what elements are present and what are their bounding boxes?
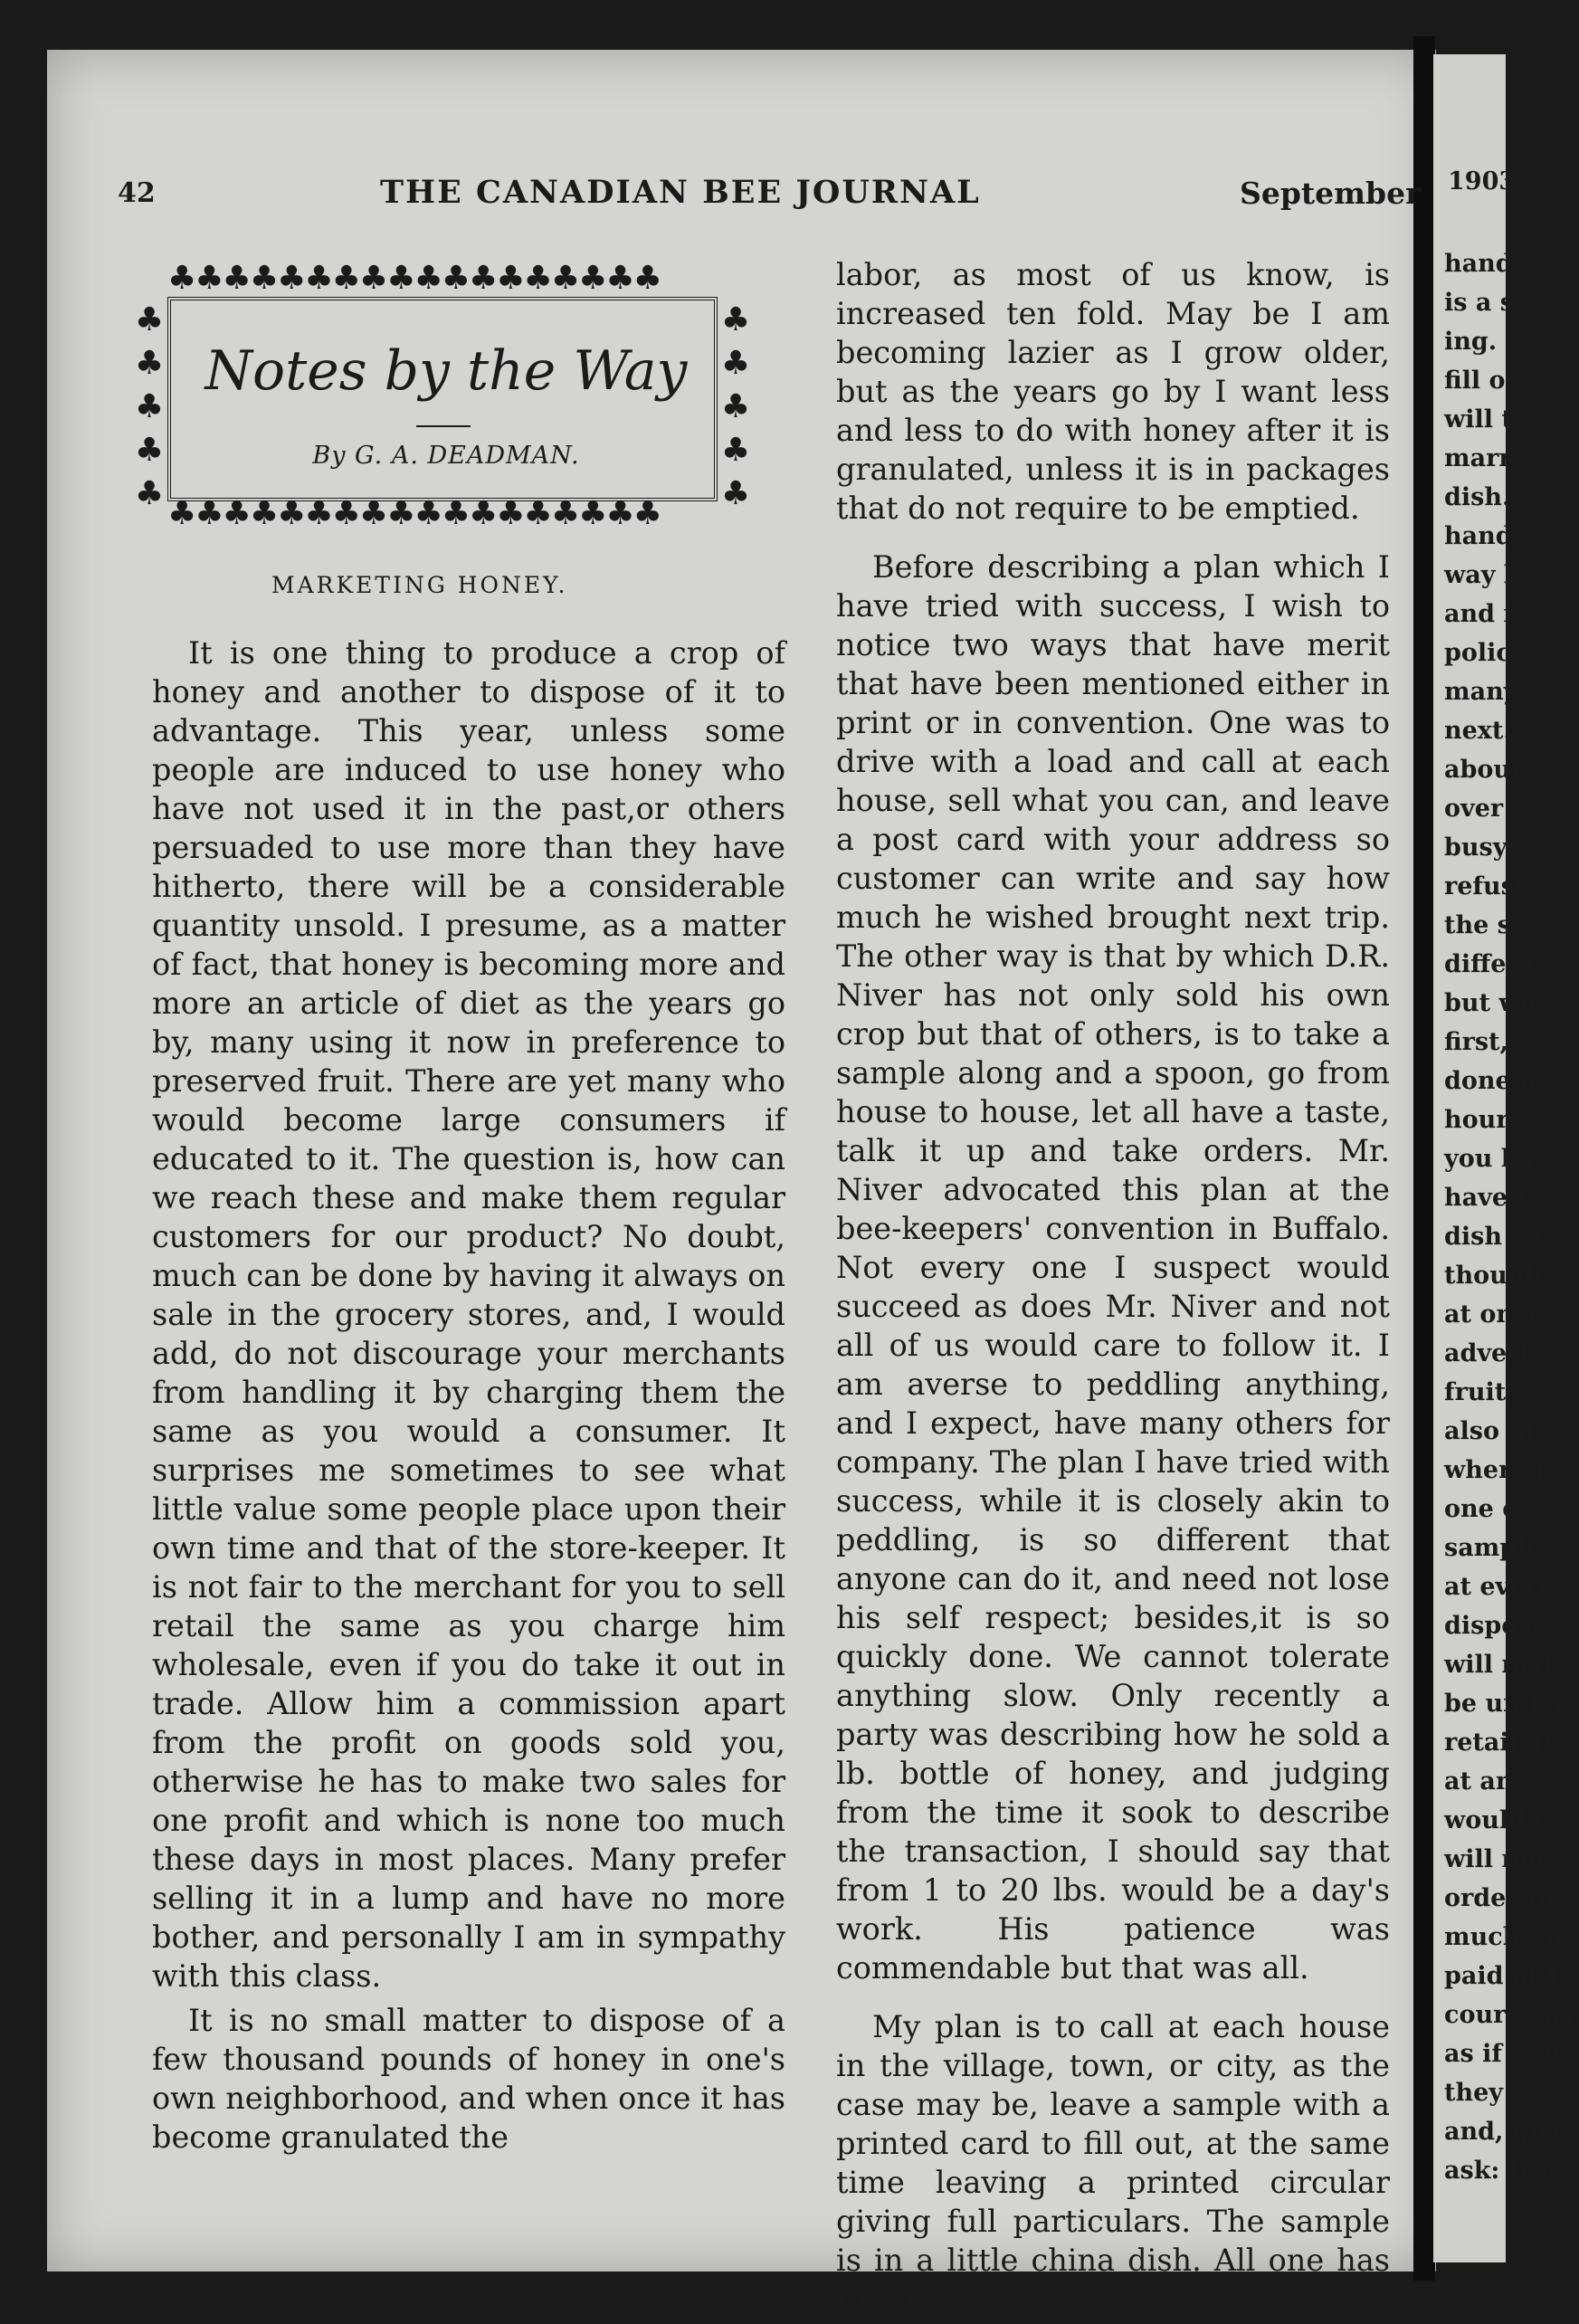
next-page-year: 1903 [1448, 167, 1517, 195]
next-page-line: marr [1444, 444, 1512, 472]
paragraph: It is one thing to produce a crop of honey and another to dispose of it to advantage. This year, unless some people are induced to use honey who have not used it in the past,or others persuaded to use more than they have hitherto, there will be a considerable quantity unsold. I presume, as a matter of fact, that honey is becoming more and more an article of diet as the years go by, many using it now in preference to preserved fruit. There are yet many who would become large consumers if educated to it. The question is, how can we reach these and make them regular customers for our product? No doubt, much can be done by having it always on sale in the grocery stores, and, I would add, do not discourage your merchants from handling it by charging them the same as you would a consumer. It surprises me sometimes to see what little value some people place upon their own time and that of the store-keeper. It is not fair to the merchant for you to sell retail the same as you charge him wholesale, even if you do take it out in trade. Allow him a commission apart from the profit on goods sold you, otherwise he has to make two sales for one profit and which is none too much these days in most places. Many prefer selling it in a lump and have no more bother, and personally I am in sympathy with this class. [152, 635, 785, 1994]
page-header [118, 172, 1422, 217]
paragraph: labor, as most of us know, is increased ten fold. May be I am becoming lazier as I grow older, but as the years go by I want less and less to do with honey after it is granulated, unless it is in packages that do not require to be emptied. [836, 257, 1390, 526]
journal-title: THE CANADIAN BEE JOURNAL [380, 174, 981, 211]
next-page-line: retail at [1444, 1729, 1555, 1757]
clover-border-top: ♣♣♣♣♣♣♣♣♣♣♣♣♣♣♣♣♣♣ [167, 260, 661, 297]
next-page-line: refuse [1444, 872, 1531, 900]
next-page-line: ask: It is [1444, 2157, 1563, 2185]
next-page-line: next. [1444, 717, 1512, 745]
clover-border-left: ♣ ♣ ♣ ♣ ♣ [134, 301, 165, 512]
next-page-line: many [1444, 678, 1518, 706]
next-page-line: at an a [1444, 1767, 1538, 1795]
next-page-line: the se [1444, 911, 1527, 939]
next-page-line: about [1444, 756, 1523, 784]
column-right [836, 255, 1390, 2319]
title-rule [416, 425, 471, 427]
section-heading: MARKETING HONEY. [271, 572, 568, 598]
next-page-line: way b [1444, 561, 1521, 589]
next-page-line: and it [1444, 600, 1525, 628]
next-page-line: hand [1444, 522, 1513, 550]
column-banner [131, 253, 756, 543]
next-page-line: as if boug [1444, 2040, 1579, 2068]
next-page-line: advertis [1444, 1339, 1555, 1367]
next-page-line: policy [1444, 639, 1526, 667]
next-page-line: order to [1444, 1884, 1555, 1912]
next-page-line: have to [1444, 1184, 1544, 1212]
next-page-line: hand [1444, 250, 1513, 278]
binding-gutter [1413, 36, 1435, 2281]
next-page-line: but wo [1444, 989, 1536, 1017]
next-page-line: at once [1444, 1300, 1545, 1329]
next-page-line: fill o [1444, 367, 1506, 395]
next-page-line: paid at t [1444, 1962, 1559, 1990]
issue-month: September [1240, 176, 1422, 211]
next-page-line: first, w [1444, 1028, 1538, 1056]
author-byline: By G. A. DEADMAN. [312, 442, 580, 470]
next-page-line: differa [1444, 950, 1536, 978]
next-page-fragments [1444, 244, 1579, 2190]
next-page-line: where t [1444, 1456, 1547, 1484]
column-title: Notes by the Way [205, 339, 688, 403]
next-page-line: over t [1444, 795, 1523, 823]
clover-border-bottom: ♣♣♣♣♣♣♣♣♣♣♣♣♣♣♣♣♣♣ [167, 495, 661, 532]
next-page-line: done o [1444, 1067, 1536, 1095]
next-page-line: also in [1444, 1417, 1536, 1445]
next-page-line: be under [1444, 1690, 1566, 1718]
clover-border-right: ♣ ♣ ♣ ♣ ♣ [720, 301, 751, 512]
next-page-line: will not [1444, 1845, 1547, 1873]
next-page-line: and, give [1444, 2118, 1568, 2146]
paragraph: My plan is to call at each house in the village, town, or city, as the case may be, leave a sample with a printed card to fill out, at the same time leaving a printed circular giving full particulars. The sample is in a little china dish. All one has to do is [836, 2009, 1390, 2317]
next-page-line: much, or [1444, 1923, 1567, 1951]
next-page-line: busy [1444, 833, 1508, 862]
page-number: 42 [118, 177, 156, 209]
next-page-line: dispose [1444, 1612, 1547, 1640]
next-page-line: samples [1444, 1534, 1555, 1562]
next-page-line: they ask [1444, 2079, 1558, 2107]
next-page-line: fruit s [1444, 1378, 1528, 1406]
next-page-line: will mal [1444, 1651, 1553, 1679]
next-page-line: though [1444, 1262, 1543, 1290]
next-page-line: is a s [1444, 289, 1514, 317]
next-page-line: would ex [1444, 1806, 1565, 1834]
next-page-line: will t [1444, 405, 1513, 433]
next-page-line: you ha [1444, 1145, 1535, 1173]
next-page-line: ing. [1444, 328, 1498, 356]
next-page-line: hours [1444, 1106, 1523, 1134]
next-page-line: one ca [1444, 1495, 1534, 1523]
next-page-line: course as [1444, 2001, 1574, 2029]
paragraph: Before describing a plan which I have tried with success, I wish to notice two ways that have merit that have been mentioned either in print or in convention. One was to drive with a load and call at each house, sell what you can, and leave a post card with your address so customer can write and say how much he wished brought next trip. The other way is that by which D.R. Niver has not only sold his own crop but that of others, is to take a sample along and a spoon, go from house to house, let all have a taste, talk it up and take orders. Mr. Niver advocated this plan at the bee-keepers' convention in Buffalo. Not every one I suspect would succeed as does Mr. Niver and not all of us would care to follow it. I am averse to peddling anything, and I expect, have many others for company. The plan I have tried with success, while it is closely akin to peddling, is so different that anyone can do it, and need not lose his self respect; besides,it is so quickly done. We cannot tolerate anything slow. Only recently a party was describing how he sold a lb. bottle of honey, and judging from the time it sook to describe the transaction, I should say that from 1 to 20 lbs. would be a day's work. His patience was commendable but that was all. [836, 549, 1390, 1986]
next-page-line: dish so [1444, 1223, 1541, 1251]
next-page-line: dish. [1444, 483, 1511, 511]
next-page-line: at every [1444, 1573, 1553, 1601]
paragraph: It is no small matter to dispose of a few thousand pounds of honey in one's own neighborhood, and when once it has become granulated the [152, 2003, 785, 2155]
column-left [152, 633, 785, 2157]
